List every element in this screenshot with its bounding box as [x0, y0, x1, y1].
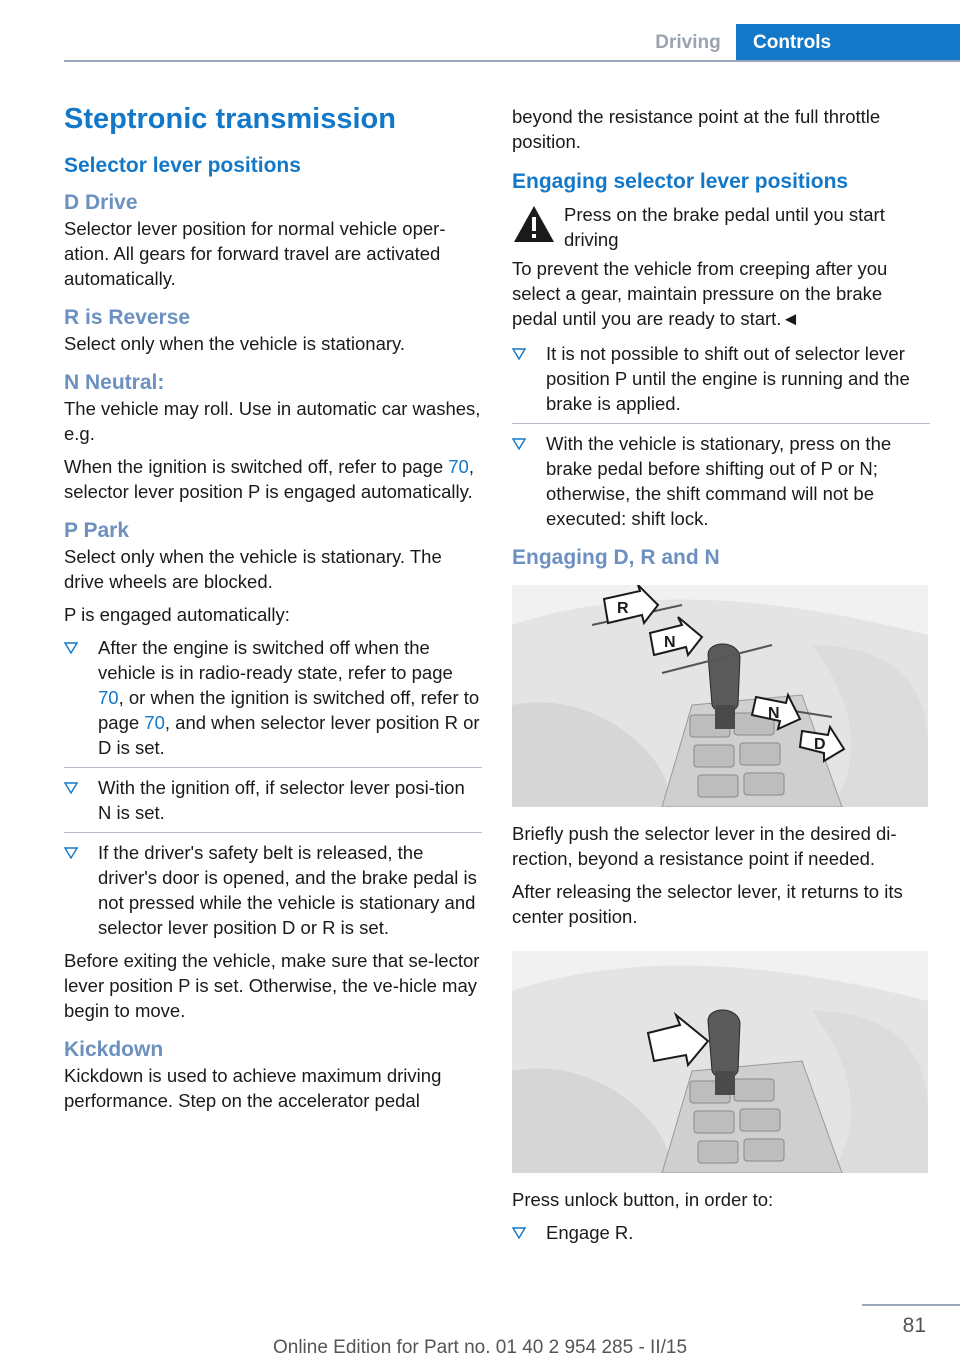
figure-1-caption-2: After releasing the selector lever, it returns to its center position. [512, 881, 903, 927]
heading-engaging-drn: Engaging D, R and N [512, 546, 720, 569]
gear-label-n1: N [664, 634, 676, 651]
heading-p-park: P Park [64, 519, 129, 542]
selector-lever-figure-1 [512, 585, 928, 807]
list-item: Engage R. [512, 1220, 930, 1245]
triangle-bullet-icon [512, 438, 526, 450]
list-item: It is not possible to shift out of selector lever position P until the engine is running and the brake is applied. [512, 341, 930, 424]
p-park-exit-text: Before exiting the vehicle, make sure that se‐lector lever position P is set. Otherwise, the ve‐hicle may begin to move. [64, 950, 480, 1021]
unlock-button-illustration [512, 951, 928, 1173]
r-reverse-text: Select only when the vehicle is stationary. [64, 333, 406, 354]
p-park-text: Select only when the vehicle is stationary. The drive wheels are blocked. [64, 546, 442, 592]
n-neutral-text-2: When the ignition is switched off, refer to page 70, selector lever position P is engaged automatically. [64, 456, 474, 502]
header-rule [64, 60, 960, 62]
triangle-bullet-icon [64, 642, 78, 654]
warning-paragraph: To prevent the vehicle from creeping after you select a gear, maintain pressure on the brake pedal until you are ready to start.◄ [512, 258, 888, 329]
gear-label-n2: N [768, 705, 780, 722]
footer-edition: Online Edition for Part no. 01 40 2 954 285 - II/15 [272, 1337, 688, 1358]
heading-d-drive: D Drive [64, 191, 138, 214]
figure-1-caption: Briefly push the selector lever in the desired di‐rection, beyond a resistance point if needed. [512, 823, 897, 869]
page-title: Steptronic transmission [64, 103, 396, 135]
selector-lever-illustration [512, 585, 928, 807]
page-link[interactable]: 70 [98, 687, 119, 708]
engaging-list [512, 341, 930, 531]
triangle-bullet-icon [512, 1227, 526, 1239]
header-tab-controls: Controls [736, 24, 960, 62]
right-column [512, 104, 930, 1253]
heading-r-reverse: R is Reverse [64, 306, 191, 329]
kickdown-text-continued: beyond the resistance point at the full throttle position. [512, 106, 881, 152]
heading-n-neutral: N Neutral: [64, 371, 165, 394]
list-item: After the engine is switched off when the vehicle is in radio-ready state, refer to page 70, or when the ignition is switched off, refer to page 70, and when selector lever position R or D is set. [64, 635, 482, 768]
triangle-bullet-icon [64, 847, 78, 859]
page-link[interactable]: 70 [448, 456, 469, 477]
p-park-list [64, 635, 482, 940]
list-item: With the vehicle is stationary, press on the brake pedal before shifting out of P or N; otherwise, the shift command will not be executed: shift lock. [512, 431, 930, 531]
figure-2-caption: Press unlock button, in order to: [512, 1189, 774, 1210]
gear-label-r: R [617, 600, 629, 617]
d-drive-text: Selector lever position for normal vehicle oper‐ation. All gears for forward travel are activated automatically. [64, 218, 446, 289]
warning-box [512, 202, 930, 256]
section-heading-selector-positions: Selector lever positions [64, 154, 301, 177]
warning-text: Press on the brake pedal until you start driving [564, 204, 885, 250]
list-item: If the driver's safety belt is released, the driver's door is opened, and the brake pedal is not pressed while the vehicle is stationary and selector lever position D or R is set. [64, 840, 482, 940]
n-neutral-text: The vehicle may roll. Use in automatic car washes, e.g. [64, 398, 481, 444]
unlock-list [512, 1220, 930, 1245]
header-section-label: Driving [655, 32, 721, 53]
warning-icon [512, 204, 556, 244]
p-park-intro: P is engaged automatically: [64, 604, 290, 625]
page-link[interactable]: 70 [144, 712, 165, 733]
triangle-bullet-icon [64, 782, 78, 794]
gear-label-d: D [814, 736, 826, 753]
triangle-bullet-icon [512, 348, 526, 360]
footer-rule [862, 1304, 960, 1306]
list-item: With the ignition off, if selector lever posi‐tion N is set. [64, 775, 482, 833]
left-column [64, 100, 482, 1121]
heading-engaging-positions: Engaging selector lever positions [512, 170, 849, 193]
kickdown-text: Kickdown is used to achieve maximum driving performance. Step on the accelerator pedal [64, 1065, 442, 1111]
page-number: 81 [902, 1314, 926, 1337]
heading-kickdown: Kickdown [64, 1038, 164, 1061]
selector-lever-figure-2 [512, 951, 928, 1173]
